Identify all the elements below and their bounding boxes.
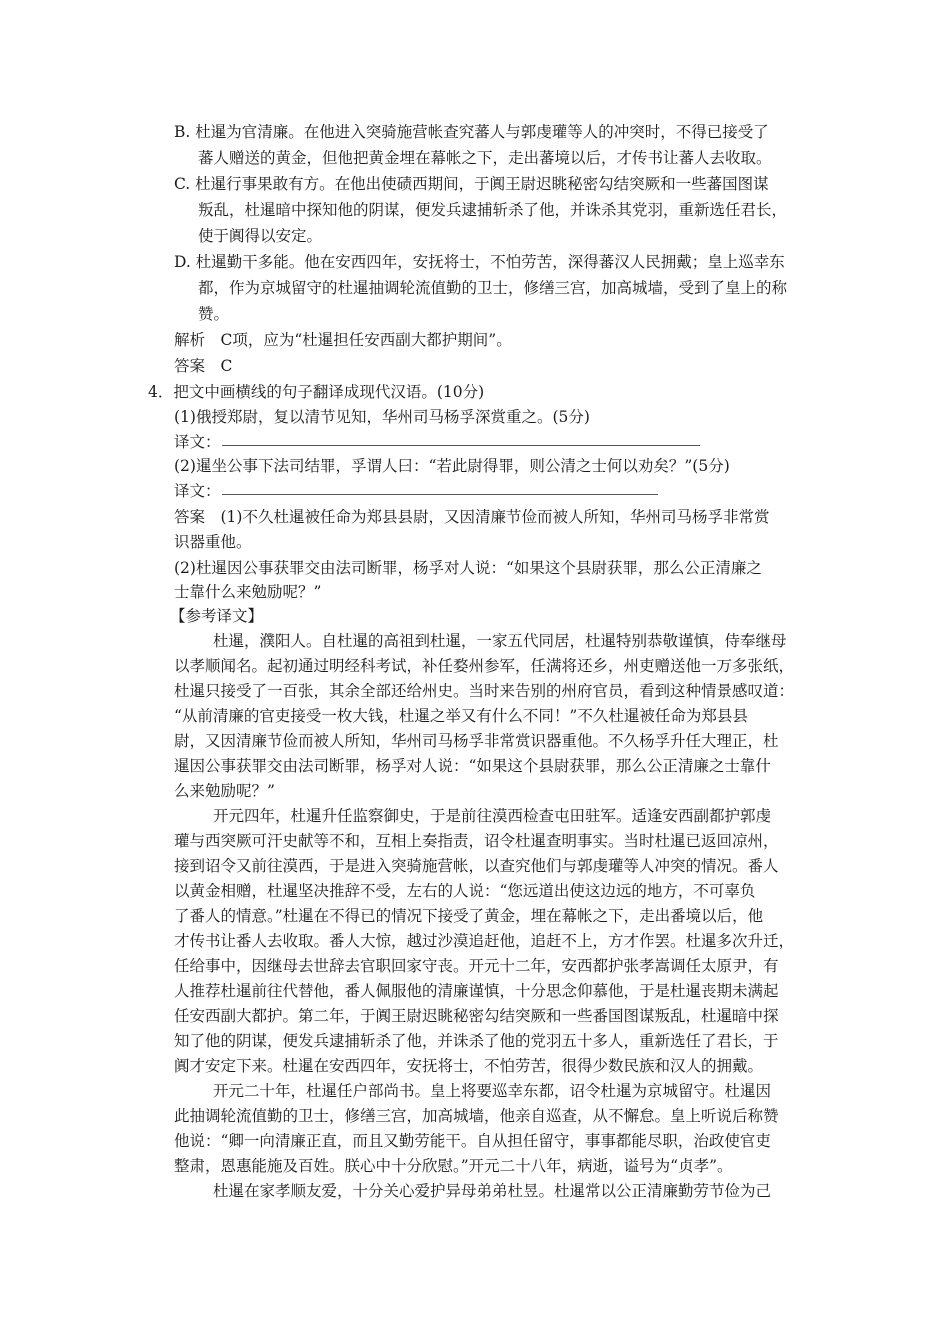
reference-line: 人推荐杜暹前往代替他，番人佩服他的清廉谨慎，十分思念仰慕他，于是杜暹丧期未满起 — [174, 982, 779, 1000]
option-b-line-1: B. 杜暹为官清廉。在他进入突骑施营帐查究蕃人与郭虔瓘等人的冲突时，不得已接受了 — [174, 123, 769, 141]
reference-line: 以孝顺闻名。起初通过明经科考试，补任婺州参军，任满将还乡，州吏赠送他一万多张纸， — [174, 657, 795, 675]
option-d-line-3: 赞。 — [198, 305, 230, 323]
reference-line: 此抽调轮流值勤的卫士，修缮三宫，加高城墙，他亲自巡查，从不懈怠。皇上听说后称赞 — [174, 1107, 779, 1125]
reference-line: 任给事中，因继母去世辞去官职回家守丧。开元十二年，安西都护张孝嵩调任太原尹，有 — [174, 957, 779, 975]
q4-answer-1-line-1: 答案 (1)不久杜暹被任命为郑县县尉，又因清廉节俭而被人所知，华州司马杨孚非常赏 — [174, 508, 770, 526]
option-d-line-2: 都，作为京城留守的杜暹抽调轮流值勤的卫士，修缮三宫，加高城墙，受到了皇上的称 — [198, 279, 788, 297]
option-b-line-2: 蕃人赠送的黄金，但他把黄金埋在幕帐之下，走出蕃境以后，才传书让蕃人去收取。 — [198, 149, 772, 167]
option-c-line-1: C. 杜暹行事果敢有方。在他出使碛西期间，于阗王尉迟眺秘密勾结突厥和一些蕃国图谋 — [174, 175, 769, 193]
reference-line: 了番人的情意。”杜暹在不得已的情况下接受了黄金，埋在幕帐之下，走出番境以后，他 — [174, 907, 764, 925]
q4-answer-2-line-1: (2)杜暹因公事获罪交由法司断罪，杨孚对人说：“如果这个县尉获罪，那么公正清廉之 — [174, 559, 762, 577]
q4-translation-label-1: 译文： — [174, 433, 221, 451]
reference-line: 开元四年，杜暹升任监察御史，于是前往漠西检查屯田驻军。适逢安西副都护郭虔 — [213, 807, 772, 825]
q4-sentence-1: (1)俄授郑尉，复以清节见知，华州司马杨孚深赏重之。(5分) — [174, 408, 590, 426]
reference-line: 任安西副大都护。第二年，于阗王尉迟眺秘密勾结突厥和一些番国图谋叛乱，杜暹暗中探 — [174, 1007, 779, 1025]
q4-title: 4．把文中画横线的句子翻译成现代汉语。(10分) — [148, 383, 485, 401]
option-c-line-2: 叛乱，杜暹暗中探知他的阴谋，便发兵逮捕斩杀了他，并诛杀其党羽，重新选任君长， — [198, 201, 788, 219]
reference-line: 杜暹，濮阳人。自杜暹的高祖到杜暹，一家五代同居，杜暹特别恭敬谨慎，侍奉继母 — [213, 632, 787, 650]
reference-line: 才传书让番人去收取。番人大惊，越过沙漠追赶他，追赶不上，方才作罢。杜暹多次升迁， — [174, 932, 795, 950]
reference-line: 接到诏令又前往漠西，于是进入突骑施营帐，以查究他们与郭虔瓘等人冲突的情况。番人 — [174, 857, 779, 875]
reference-heading: 【参考译文】 — [170, 607, 264, 625]
reference-line: 杜暹在家孝顺友爱，十分关心爱护异母弟弟杜昱。杜暹常以公正清廉勤劳节俭为己 — [213, 1182, 772, 1200]
reference-line: 整肃，恩惠能施及百姓。朕心中十分欣慰。”开元二十八年，病逝，谥号为“贞孝”。 — [174, 1157, 733, 1175]
q4-sentence-2: (2)暹坐公事下法司结罪，孚谓人曰：“若此尉得罪，则公清之士何以劝矣？”(5分) — [174, 457, 730, 475]
reference-line: 以黄金相赠，杜暹坚决推辞不受，左右的人说：“您远道出使这边远的地方，不可辜负 — [174, 882, 756, 900]
q4-answer-1-line-2: 识器重他。 — [174, 533, 252, 551]
q4-answer-2-line-2: 士靠什么来勉励呢？” — [174, 583, 322, 601]
q3-analysis: 解析 C项，应为“杜暹担任安西副大都护期间”。 — [174, 331, 512, 349]
reference-line: 开元二十年，杜暹任户部尚书。皇上将要巡幸东都，诏令杜暹为京城留守。杜暹因 — [213, 1082, 772, 1100]
reference-line: 么来勉励呢？” — [174, 782, 275, 800]
reference-line: 尉，又因清廉节俭而被人所知，华州司马杨孚非常赏识器重他。不久杨孚升任大理正，杜 — [174, 732, 779, 750]
reference-line: 阗才安定下来。杜暹在安西四年，安抚将士，不怕劳苦，很得少数民族和汉人的拥戴。 — [174, 1057, 764, 1075]
q4-translation-blank-2[interactable] — [222, 494, 658, 495]
q4-translation-label-2: 译文： — [174, 482, 221, 500]
reference-line: 暹因公事获罪交由法司断罪，杨孚对人说：“如果这个县尉获罪，那么公正清廉之士靠什 — [174, 757, 771, 775]
reference-line: 他说：“卿一向清廉正直，而且又勤劳能干。自从担任留守，事事都能尽职，治政使官吏 — [174, 1132, 771, 1150]
reference-line: 瓘与西突厥可汗史献等不和，互相上奏指责，诏令杜暹查明事实。当时杜暹已返回凉州， — [174, 832, 779, 850]
reference-line: 杜暹只接受了一百张，其余全部还给州史。当时来告别的州府官员，看到这种情景感叹道： — [174, 682, 795, 700]
reference-line: 知了他的阴谋，便发兵逮捕斩杀了他，并诛杀了他的党羽五十多人，重新选任了君长，于 — [174, 1032, 779, 1050]
option-d-line-1: D. 杜暹勤干多能。他在安西四年，安抚将士，不怕劳苦，深得蕃汉人民拥戴；皇上巡幸东 — [174, 253, 785, 271]
q3-answer: 答案 C — [174, 357, 233, 375]
reference-line: “从前清廉的官吏接受一枚大钱，杜暹之举又有什么不同！”不久杜暹被任命为郑县县 — [174, 707, 748, 725]
option-c-line-3: 使于阗得以安定。 — [198, 227, 323, 245]
q4-translation-blank-1[interactable] — [222, 445, 700, 446]
